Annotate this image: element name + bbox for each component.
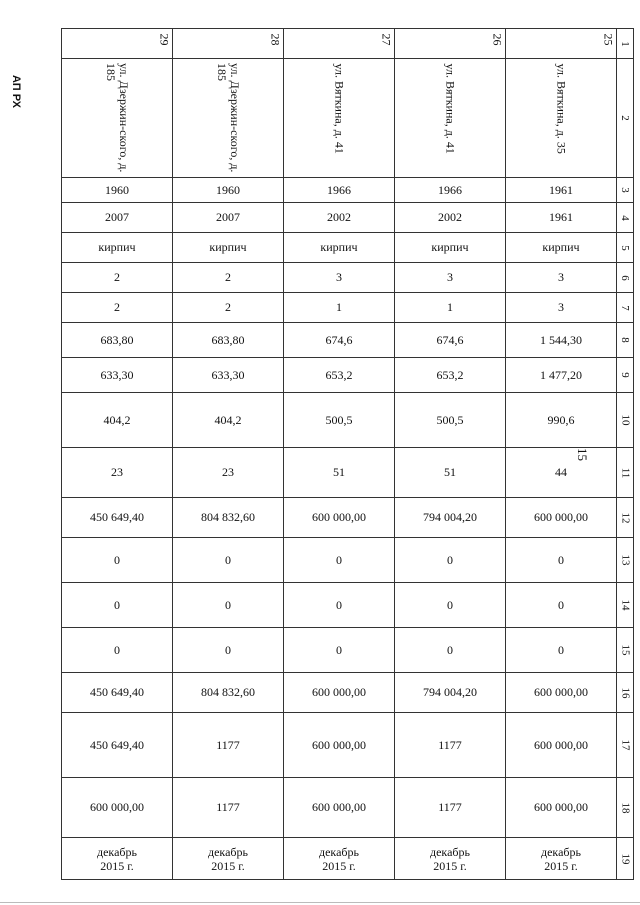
table-cell: 683,80 xyxy=(173,323,284,358)
table-cell: 600 000,00 xyxy=(506,778,617,838)
row-number-cell xyxy=(617,29,634,59)
table-cell: 51 xyxy=(284,448,395,498)
table-cell: 1177 xyxy=(395,713,506,778)
row-number-cell xyxy=(617,293,634,323)
table-cell xyxy=(173,838,284,880)
table-cell: 1966 xyxy=(284,178,395,203)
table-row xyxy=(62,59,634,178)
row-number-cell xyxy=(617,263,634,293)
row-number: 7 xyxy=(619,304,631,311)
table-cell: 1966 xyxy=(395,178,506,203)
table-cell: 0 xyxy=(506,628,617,673)
table-row xyxy=(62,538,634,583)
table-cell xyxy=(62,838,173,880)
row-number: 13 xyxy=(619,554,631,566)
table-row xyxy=(62,358,634,393)
table-cell: 633,30 xyxy=(173,358,284,393)
column-index: 28 xyxy=(268,33,283,46)
row-number: 8 xyxy=(619,337,631,343)
row-number: 4 xyxy=(619,214,631,221)
table-cell: 1 xyxy=(395,293,506,323)
row-number: 3 xyxy=(619,187,631,193)
date-text: декабрь 2015 г. xyxy=(319,844,359,873)
row-number: 2 xyxy=(619,115,631,121)
table-cell: кирпич xyxy=(506,233,617,263)
table-cell: 600 000,00 xyxy=(506,713,617,778)
table-cell: 1 544,30 xyxy=(506,323,617,358)
row-number: 11 xyxy=(619,467,631,478)
row-number: 18 xyxy=(619,802,631,813)
table-cell: 0 xyxy=(395,628,506,673)
row-number: 12 xyxy=(619,512,631,523)
row-number: 16 xyxy=(619,687,631,698)
table-cell: 0 xyxy=(284,583,395,628)
table-row xyxy=(62,178,634,203)
address-cell xyxy=(173,59,284,178)
row-number: 5 xyxy=(619,244,631,251)
address-cell xyxy=(506,59,617,178)
column-index-cell xyxy=(395,29,506,59)
row-number-cell xyxy=(617,673,634,713)
table-cell: 1960 xyxy=(62,178,173,203)
table-cell: кирпич xyxy=(62,233,173,263)
column-index-cell xyxy=(62,29,173,59)
table-cell: 674,6 xyxy=(284,323,395,358)
row-number-cell xyxy=(617,323,634,358)
column-index: 29 xyxy=(157,33,172,46)
row-number-cell xyxy=(617,393,634,448)
table-cell: 794 004,20 xyxy=(395,498,506,538)
column-index: 27 xyxy=(379,33,394,46)
table-cell: 633,30 xyxy=(62,358,173,393)
date-text: декабрь 2015 г. xyxy=(430,844,470,873)
table-cell: 1177 xyxy=(395,778,506,838)
address-text: ул. Дзержин-ского, д. 185 xyxy=(104,63,131,173)
table-row xyxy=(62,233,634,263)
address-cell xyxy=(395,59,506,178)
table-cell: 404,2 xyxy=(173,393,284,448)
row-number-cell xyxy=(617,628,634,673)
table-cell: 2002 xyxy=(284,203,395,233)
table-cell: 2007 xyxy=(173,203,284,233)
row-number: 14 xyxy=(619,599,631,611)
table-row xyxy=(62,393,634,448)
table-cell: 500,5 xyxy=(395,393,506,448)
table-cell: 990,6 xyxy=(506,393,617,448)
table-cell: 600 000,00 xyxy=(284,778,395,838)
address-cell xyxy=(62,59,173,178)
table-cell: 804 832,60 xyxy=(173,498,284,538)
table-cell: 0 xyxy=(395,583,506,628)
row-number: 10 xyxy=(619,414,631,426)
table-cell: 2 xyxy=(62,293,173,323)
table-cell: 1 xyxy=(284,293,395,323)
table-cell: 450 649,40 xyxy=(62,498,173,538)
table-cell: 3 xyxy=(395,263,506,293)
table-cell: 2 xyxy=(62,263,173,293)
table-cell: 804 832,60 xyxy=(173,673,284,713)
address-cell xyxy=(284,59,395,178)
table-cell: 1961 xyxy=(506,203,617,233)
table-cell: 3 xyxy=(506,293,617,323)
table-cell: 3 xyxy=(506,263,617,293)
row-number-cell xyxy=(617,838,634,880)
housing-table xyxy=(61,28,634,880)
row-number-cell xyxy=(617,448,634,498)
table-cell: 683,80 xyxy=(62,323,173,358)
table-cell: 0 xyxy=(506,583,617,628)
table-row xyxy=(62,498,634,538)
table-cell: 0 xyxy=(284,538,395,583)
row-number-cell xyxy=(617,583,634,628)
table-cell: 0 xyxy=(62,538,173,583)
address-text: ул. Дзержин-ского, д. 185 xyxy=(215,63,242,173)
table-cell: 1177 xyxy=(173,713,284,778)
table-cell: 51 xyxy=(395,448,506,498)
address-text: ул. Вяткина, д. 41 xyxy=(332,63,347,154)
table-row xyxy=(62,583,634,628)
page-number: 15 xyxy=(575,448,590,461)
table-row xyxy=(62,628,634,673)
table-row xyxy=(62,838,634,880)
table-cell: кирпич xyxy=(173,233,284,263)
table-cell: 600 000,00 xyxy=(62,778,173,838)
table-row xyxy=(62,293,634,323)
table-cell: 0 xyxy=(173,538,284,583)
table-cell: 3 xyxy=(284,263,395,293)
table-cell xyxy=(395,838,506,880)
table-cell: 2002 xyxy=(395,203,506,233)
row-number-cell xyxy=(617,538,634,583)
table-cell: 0 xyxy=(62,628,173,673)
table-row xyxy=(62,448,634,498)
row-number: 19 xyxy=(619,853,631,864)
row-number-cell xyxy=(617,778,634,838)
table-cell: кирпич xyxy=(395,233,506,263)
table-cell: 0 xyxy=(284,628,395,673)
table-cell: 600 000,00 xyxy=(284,673,395,713)
table-row xyxy=(62,673,634,713)
row-number-cell xyxy=(617,178,634,203)
table-row xyxy=(62,263,634,293)
table-cell: 44 xyxy=(506,448,617,498)
table-cell: 500,5 xyxy=(284,393,395,448)
table-cell: 600 000,00 xyxy=(506,498,617,538)
table-cell: 450 649,40 xyxy=(62,673,173,713)
table-cell: 1960 xyxy=(173,178,284,203)
date-text: декабрь 2015 г. xyxy=(541,844,581,873)
column-index-cell xyxy=(284,29,395,59)
table-cell: 794 004,20 xyxy=(395,673,506,713)
row-number: 6 xyxy=(619,274,631,281)
row-number-cell xyxy=(617,203,634,233)
row-number-cell xyxy=(617,713,634,778)
table-row xyxy=(62,778,634,838)
column-index: 25 xyxy=(601,33,616,46)
row-number-cell xyxy=(617,358,634,393)
table-row xyxy=(62,29,634,59)
table-cell xyxy=(284,838,395,880)
table-cell: 674,6 xyxy=(395,323,506,358)
table-cell: 2 xyxy=(173,263,284,293)
column-index-cell xyxy=(506,29,617,59)
column-index: 26 xyxy=(490,33,505,46)
table-cell: 0 xyxy=(395,538,506,583)
table-cell: 450 649,40 xyxy=(62,713,173,778)
column-index-cell xyxy=(173,29,284,59)
address-text: ул. Вяткина, д. 41 xyxy=(443,63,458,154)
table-cell: 2007 xyxy=(62,203,173,233)
table-cell: кирпич xyxy=(284,233,395,263)
archive-stamp: АП РХ xyxy=(10,75,22,109)
table-cell: 600 000,00 xyxy=(284,713,395,778)
table-cell: 0 xyxy=(173,583,284,628)
table-cell: 23 xyxy=(62,448,173,498)
table-cell: 404,2 xyxy=(62,393,173,448)
table-cell xyxy=(506,838,617,880)
table-cell: 653,2 xyxy=(284,358,395,393)
row-number: 1 xyxy=(619,40,631,47)
table-cell: 600 000,00 xyxy=(506,673,617,713)
row-number-cell xyxy=(617,59,634,178)
row-number: 15 xyxy=(619,644,631,656)
table-row xyxy=(62,203,634,233)
date-text: декабрь 2015 г. xyxy=(208,844,248,873)
table-cell: 653,2 xyxy=(395,358,506,393)
table-cell: 2 xyxy=(173,293,284,323)
table-cell: 0 xyxy=(62,583,173,628)
table-row xyxy=(62,323,634,358)
row-number: 9 xyxy=(619,372,631,378)
table-cell: 0 xyxy=(173,628,284,673)
table-cell: 1961 xyxy=(506,178,617,203)
table-row xyxy=(62,713,634,778)
date-text: декабрь 2015 г. xyxy=(97,844,137,873)
table-cell: 23 xyxy=(173,448,284,498)
table-cell: 1 477,20 xyxy=(506,358,617,393)
address-text: ул. Вяткина, д. 35 xyxy=(554,63,569,154)
row-number-cell xyxy=(617,498,634,538)
table-cell: 600 000,00 xyxy=(284,498,395,538)
row-number-cell xyxy=(617,233,634,263)
row-number: 17 xyxy=(619,739,631,751)
page-edge xyxy=(0,902,640,903)
table-cell: 0 xyxy=(506,538,617,583)
table-cell: 1177 xyxy=(173,778,284,838)
